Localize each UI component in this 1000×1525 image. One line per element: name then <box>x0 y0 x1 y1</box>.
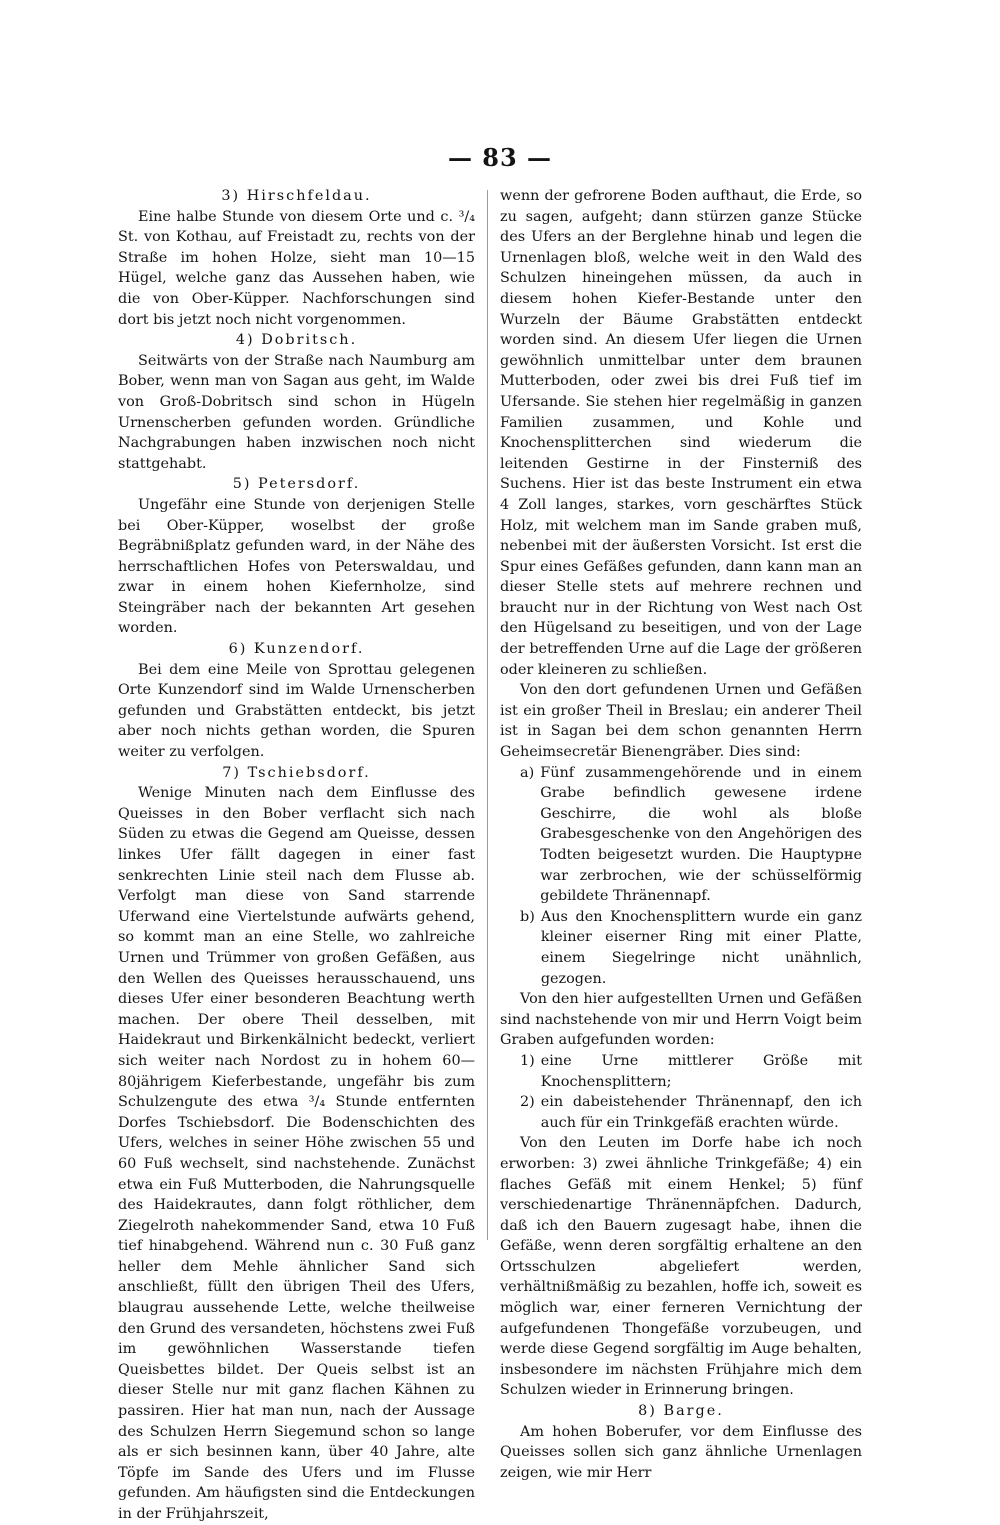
section-heading: 6) Kunzendorf. <box>228 641 365 658</box>
list-item-text: ein dabeistehender Thränennapf, den ich auch für ein Trinkgefäß erachten würde. <box>540 1094 862 1131</box>
section-heading: 7) Tschiebsdorf. <box>222 764 371 781</box>
paragraph: Am hohen Boberufer, vor dem Einflusse des Queisses sollen sich ganz ähnliche Urnenlagen zeigen, wie mir Herr <box>500 1423 862 1481</box>
paragraph: Von den hier aufgestellten Urnen und Gefäßen sind nachstehende von mir und Herrn Voigt beim Graben aufgefunden worden: <box>500 991 862 1049</box>
paragraph: wenn der gefrorene Boden aufthaut, die Erde, so zu sagen, aufgeht; dann stürzen ganze Stücke des Ufers an der Berglehne hinab und legen die Urnenlagen bloß, welche weit in den Wald des Schulzen hineingehen müssen, da auch in diesem hohen Kiefer-Bestande unter den Wurzeln der Bäume Grabstätten entdeckt worden sind. An diesem Ufer liegen die Urnen gewöhnlich unmittelbar unter dem braunen Mutterboden, oder zwei bis drei Fuß tief im Ufersande. Sie stehen hier regelmäßig in ganzen Familien zusammen, und Kohle und Knochensplitterchen sind wiederum die leitenden Gestirne in der Finsterniß des Suchens. Hier ist das beste Instrument ein etwa 4 Zoll langes, starkes, vorn geschärftes Stück Holz, mit welchem man im Sande graben muß, nebenbei mit der äußersten Vorsicht. Ist erst die Spur eines Gefäßes gefunden, dann kann man an dieser Stelle stets auf mehrere rechnen und braucht nur in der Richtung von West nach Ost den Hügelsand zu beseitigen, und von der Lage der betreffenden Urne auf die Lage der größeren oder kleineren zu schließen. <box>500 188 862 678</box>
lettered-list <box>500 763 862 990</box>
list-item-text: Aus den Knochensplittern wurde ein ganz kleiner eiserner Ring mit einer Platte, einem Siegelringe nicht unähnlich, gezogen. <box>540 908 862 987</box>
list-item-label: b) <box>520 908 535 925</box>
numbered-list <box>500 1051 862 1133</box>
list-item-text: Fünf zusammengehörende und in einem Grabe befindlich gewesene irdene Geschirre, die wohl als bloße Grabesgeschenke von den Angehörigen des Todten beigesetzt wurden. Die Hauptурне war zerbrochen, wie der schüsselförmig gebildete Thränennapf. <box>540 764 862 905</box>
paragraph: Seitwärts von der Straße nach Naumburg am Bober, wenn man von Sagan aus geht, im Walde von Groß-Dobritsch sind schon in Hügeln Urnenscherben gefunden worden. Gründliche Nachgrabungen haben inzwischen noch nicht stattgehabt. <box>118 352 475 472</box>
list-item-label: 1) <box>520 1052 535 1069</box>
paragraph: Bei dem eine Meile von Sprottau gelegenen Orte Kunzendorf sind im Walde Urnenscherben gefunden und Grabstätten entdeckt, bis jetzt aber noch nichts gethan worden, die Spuren weiter zu verfolgen. <box>118 661 475 761</box>
paragraph: Ungefähr eine Stunde von derjenigen Stelle bei Ober-Küpper, woselbst der große Begräbnißplatz gefunden ward, in der Nähe des herrschaftlichen Hofes von Peterswaldau, und zwar in einem hohen Kiefernholze, sind Steingräber nach der bekannten Art gesehen worden. <box>118 496 475 637</box>
left-column <box>118 186 475 1525</box>
page-number: — 83 — <box>447 143 553 172</box>
paragraph: Wenige Minuten nach dem Einflusse des Queisses in den Bober verflacht sich nach Süden zu etwas die Gegend am Queisse, dessen linkes Ufer fällt dagegen in einer fast senkrechten Linie steil nach dem Flusse ab. Verfolgt man diese von Sand starrende Uferwand eine Viertelstunde aufwärts gehend, so kommt man an eine Stelle, wo zahlreiche Urnen und Trümmer von großen Gefäßen, aus den Wellen des Queisses herausschauend, uns dieses Ufer einer besonderen Beachtung werth machen. Der obere Theil desselben, mit Haidekraut und Birkenkälnicht bedeckt, verliert sich weiter nach Nordost zu in hohem 60—80jährigem Kieferbestande, ungefähr bis zum Schulzengute des etwa ³/₄ Stunde entfernten Dorfes Tschiebsdorf. Die Bodenschichten des Ufers, welches in seiner Höhe zwischen 55 und 60 Fuß wechselt, sind nachstehende. Zunächst etwa ein Fuß Mutterboden, die Nahrungsquelle des Haidekrautes, dann folgt röthlicher, dem Ziegelroth nahekommender Sand, etwa 10 Fuß tief hinabgehend. Während nun c. 30 Fuß ganz heller dem Mehle ähnlicher Sand sich anschließt, füllt den übrigen Theil des Ufers, blaugrau aussehende Lette, welche theilweise den Grund des versandeten, höchstens zwei Fuß im gewöhnlichen Wasserstande tiefen Queisbettes bildet. Der Queis selbst ist an dieser Stelle nur mit ganz flachen Kähnen zu passiren. Hier hat man nun, nach der Aussage des Schulzen Herrn Siegemund schon so lange als er sich besinnen kann, über 40 Jahre, alte Töpfe im Sande des Ufers und im Flusse gefunden. Am häufigsten sind die Entdeckungen in der Frühjahrszeit, <box>118 785 475 1522</box>
section-heading: 8) Barge. <box>638 1403 724 1420</box>
list-item <box>520 763 862 907</box>
right-column <box>500 186 862 1483</box>
column-divider <box>487 190 488 1240</box>
list-item <box>520 1051 862 1092</box>
list-item-label: 2) <box>520 1094 535 1111</box>
paragraph: Von den Leuten im Dorfe habe ich noch erworben: 3) zwei ähnliche Trinkgefäße; 4) ein flaches Gefäß mit einem Henkel; 5) fünf verschiedenartige Thränennäpfchen. Dadurch, daß ich den Bauern zugesagt habe, ihnen die Gefäße, wenn deren sorgfältig erhaltene an den Ortsschulzen abgeliefert werden, verhältnißmäßig zu bezahlen, hoffe ich, soweit es möglich war, einer ferneren Vernichtung der aufgefundenen Thongefäße vorzubeugen, und werde diese Gegend sorgfältig im Auge behalten, insbesondere im nächsten Frühjahre mich dem Schulzen wieder in Erinnerung bringen. <box>500 1135 862 1399</box>
list-item-label: a) <box>520 764 535 781</box>
list-item-text: eine Urne mittlerer Größe mit Knochensplittern; <box>540 1052 862 1090</box>
section-heading: 4) Dobritsch. <box>235 332 358 349</box>
section-heading: 3) Hirschfeldau. <box>221 188 372 204</box>
section-heading: 5) Petersdorf. <box>232 476 361 493</box>
paragraph: Von den dort gefundenen Urnen und Gefäßen ist ein großer Theil in Breslau; ein anderer Theil ist in Sagan bei dem schon genannten Herrn Geheimsecretär Bienengräber. Dies sind: <box>500 682 862 761</box>
paragraph: Eine halbe Stunde von diesem Orte und c. ³/₄ St. von Kothau, auf Freistadt zu, rechts von der Straße im hohen Holze, sieht man 10—15 Hügel, welche ganz das Aussehen haben, wie die von Ober-Küpper. Nachforschungen sind dort bis jetzt noch nicht vorgenommen. <box>118 208 475 328</box>
list-item <box>520 1092 862 1133</box>
list-item <box>520 907 862 989</box>
